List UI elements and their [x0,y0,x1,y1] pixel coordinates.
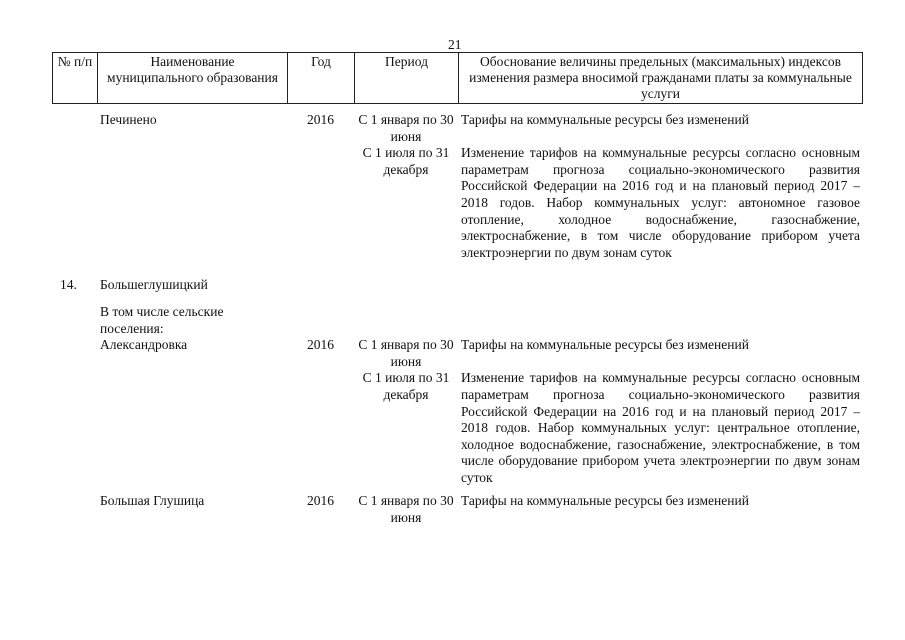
header-num: № п/п [53,53,98,104]
row-name: Большеглушицкий [100,277,208,293]
row-year: 2016 [307,337,334,353]
row-reason: Изменение тарифов на коммунальные ресурсы согласно основным параметрам прогноза социально-экономического развития Российской Федерации на 2016 год и на плановый период 2017 – 2018 годов. Набор коммунальных услуг: автономное газовое отопление, холодное водоснабжение, газоснабжение, электроснабжение, в том числе оборудование прибором учета электроэнергии по двум зонам суток [461,145,860,260]
header-reason: Обоснование величины предельных (максимальных) индексов изменения размера вносимой гражданами платы за коммунальные услуги [459,53,863,104]
table-row [52,304,863,337]
table-row [52,112,863,145]
row-period: С 1 января по 30 июня [358,493,454,526]
row-year: 2016 [307,493,334,509]
row-subheading: В том числе сельские поселения: [100,303,224,336]
row-name: Александровка [100,337,188,353]
row-number: 14. [60,277,77,293]
table-row [52,493,863,526]
row-name: Печинено [100,112,157,127]
row-period: С 1 июля по 31 декабря [362,145,450,177]
row-name: Большая Глушица [100,493,205,509]
header-name: Наименование муниципального образования [98,53,288,104]
row-reason: Тарифы на коммунальные ресурсы без изменений [461,493,749,509]
row-period: С 1 января по 30 июня [358,337,454,369]
table-row [52,337,863,370]
page-number: 21 [448,37,462,52]
header-year: Год [288,53,355,104]
row-reason: Тарифы на коммунальные ресурсы без изменений [461,337,749,353]
header-period: Период [355,53,459,104]
table-row [52,370,863,486]
row-year: 2016 [307,112,334,127]
table-row [52,277,863,294]
table-row [52,145,863,261]
row-period: С 1 июля по 31 декабря [362,370,450,402]
row-reason: Тарифы на коммунальные ресурсы без изменений [461,112,749,127]
row-reason: Изменение тарифов на коммунальные ресурсы согласно основным параметрам прогноза социально-экономического развития Российской Федерации на 2016 год и на плановый период 2017 – 2018 годов. Набор коммунальных услуг: центральное отопление, холодное водоснабжение, газоснабжение, электроснабжение, в том числе оборудование прибором учета электроэнергии по двум зонам суток [461,370,860,485]
row-period: С 1 января по 30 июня [358,112,454,144]
table-header [52,52,863,104]
table-body [52,112,863,527]
